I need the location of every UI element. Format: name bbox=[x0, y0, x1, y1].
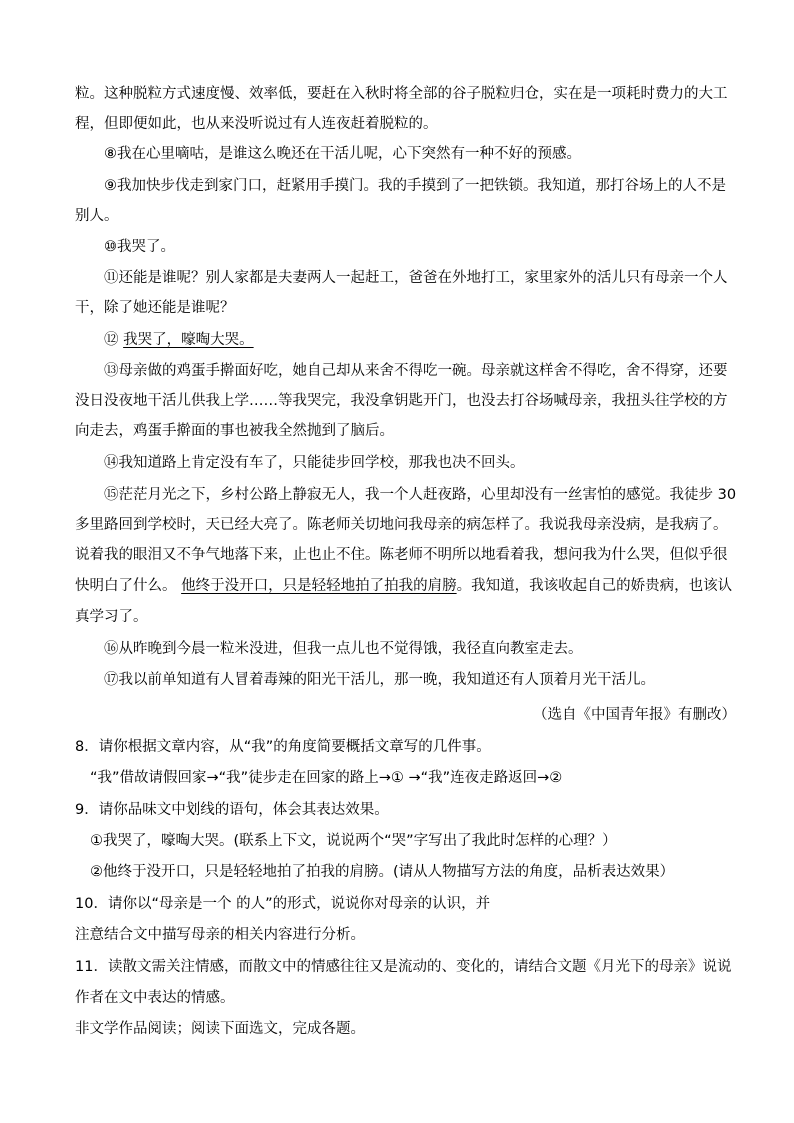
question-10-cont: 注意结合文中描写母亲的相关内容进行分析。 bbox=[75, 927, 365, 943]
question-8: 8．请你根据文章内容，从“我”的角度简要概括文章写的几件事。 bbox=[75, 739, 491, 755]
paragraph-9: ⑨我加快步伐走到家门口，赶紧用手摸门。我的手摸到了一把铁锁。我知道，那打谷场上的人不是 bbox=[104, 178, 726, 194]
paragraph-13: ⑬母亲做的鸡蛋手擀面好吃，她自己却从来舍不得吃一碗。母亲就这样舍不得吃，舍不得穿，还要 bbox=[104, 363, 728, 379]
paragraph-14: ⑭我知道路上肯定没有车了，只能徒步回学校，那我也决不回头。 bbox=[104, 455, 525, 471]
question-8-answer-line: “我”借故请假回家→“我”徒步走在回家的路上→① →“我”连夜走路返回→② bbox=[90, 770, 563, 786]
passage-line: 粒。这种脱粒方式速度慢、效率低，要赶在入秋时将全部的谷子脱粒归仓，实在是一项耗时费力的大工 bbox=[75, 86, 728, 102]
paragraph-11-cont: 干，除了她还能是谁呢？ bbox=[75, 300, 235, 316]
question-9: 9．请你品味文中划线的语句，体会其表达效果。 bbox=[75, 802, 389, 818]
paragraph-15-cont: 真学习了。 bbox=[75, 609, 148, 625]
question-10: 10．请你以“母亲是一个 的人”的形式，说说你对母亲的认识，并 bbox=[75, 896, 491, 912]
paragraph-16: ⑯从昨晚到今晨一粒米没进，但我一点儿也不觉得饿，我径直向教室走去。 bbox=[104, 641, 583, 657]
question-11: 11．读散文需关注情感，而散文中的情感往往又是流动的、变化的，请结合文题《月光下的母亲》说说 bbox=[75, 959, 732, 975]
underlined-sentence-2: 他终于没开口，只是轻轻地拍了拍我的肩膀 bbox=[181, 578, 457, 594]
underlined-sentence-1: 我哭了，嚎啕大哭。 bbox=[123, 332, 254, 348]
paragraph-15-cont: 快明白了什么。 他终于没开口，只是轻轻地拍了拍我的肩膀。我知道，我该收起自己的娇贵病，也该认 bbox=[75, 578, 733, 594]
passage-line: 程，但即便如此，也从来没听说过有人连夜赶着脱粒的。 bbox=[75, 116, 438, 132]
paragraph-10: ⑩我哭了。 bbox=[104, 239, 175, 255]
source-note: （选自《中国青年报》有删改） bbox=[533, 707, 736, 723]
paragraph-13-cont: 向走去，鸡蛋手擀面的事也被我全然抛到了脑后。 bbox=[75, 423, 394, 439]
next-section-heading: 非文学作品阅读；阅读下面选文，完成各题。 bbox=[75, 1021, 365, 1037]
paragraph-15: ⑮茫茫月光之下，乡村公路上静寂无人，我一个人赶夜路，心里却没有一丝害怕的感觉。我徒步 30 bbox=[104, 487, 737, 503]
paragraph-8: ⑧我在心里嘀咕，是谁这么晚还在干活儿呢，心下突然有一种不好的预感。 bbox=[104, 146, 581, 162]
paragraph-13-cont: 没日没夜地干活儿供我上学……等我哭完，我没拿钥匙开门，也没去打谷场喊母亲，我扭头往学校的方 bbox=[75, 393, 728, 409]
question-11-cont: 作者在文中表达的情感。 bbox=[75, 990, 235, 1006]
paragraph-9-cont: 别人。 bbox=[75, 208, 119, 224]
question-9-2: ②他终于没开口，只是轻轻地拍了拍我的肩膀。(请从人物描写方法的角度，品析表达效果） bbox=[90, 864, 675, 880]
paragraph-15-cont: 说着我的眼泪又不争气地落下来，止也止不住。陈老师不明所以地看着我，想问我为什么哭，但似乎很 bbox=[75, 547, 728, 563]
question-9-1: ①我哭了，嚎啕大哭。(联系上下文，说说两个“哭”字写出了我此时怎样的心理？） bbox=[90, 833, 617, 849]
paragraph-12: ⑫ 我哭了，嚎啕大哭。 bbox=[104, 332, 254, 348]
paragraph-15-cont: 多里路回到学校时，天已经大亮了。陈老师关切地问我母亲的病怎样了。我说我母亲没病，是我病了。 bbox=[75, 517, 728, 533]
paragraph-17: ⑰我以前单知道有人冒着毒辣的阳光干活儿，那一晚，我知道还有人顶着月光干活儿。 bbox=[104, 672, 655, 688]
paragraph-11: ⑪还能是谁呢？别人家都是夫妻两人一起赶工，爸爸在外地打工，家里家外的活儿只有母亲一个人 bbox=[104, 270, 728, 286]
